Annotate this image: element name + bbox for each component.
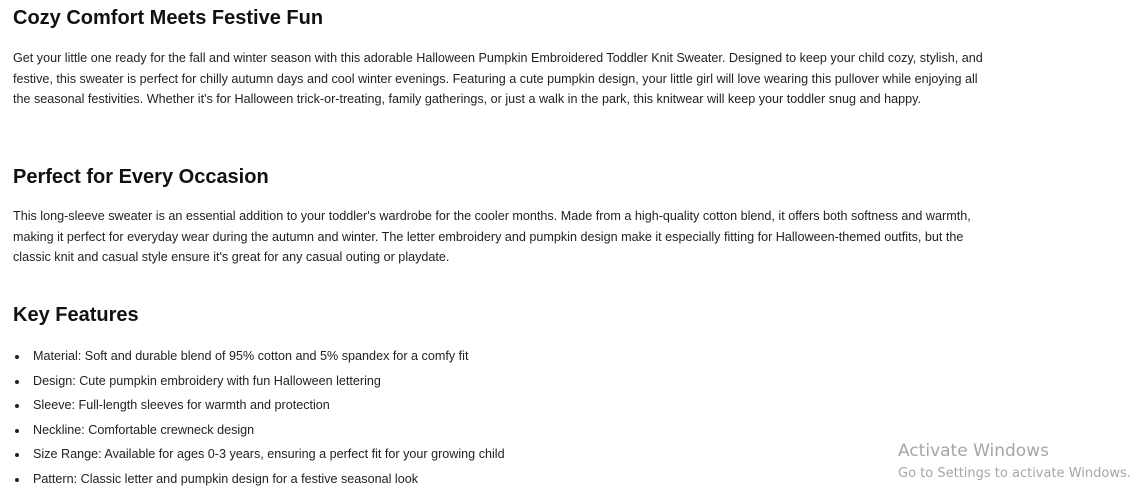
activate-windows-watermark bbox=[898, 440, 1131, 484]
section-heading-key-features: Key Features bbox=[13, 304, 139, 326]
section-paragraph-every-occasion: This long-sleeve sweater is an essential addition to your toddler's wardrobe for the cooler months. Made from a high-quality cotton blend, it offers both softness and warmth, making it perfect for everyday wear during the autumn and winter. The letter embroidery and pumpkin design make it especially fitting for Halloween-themed outfits, but the classic knit and casual style ensure it's great for any casual outing or playdate. bbox=[13, 209, 971, 264]
section-heading-cozy-comfort: Cozy Comfort Meets Festive Fun bbox=[13, 7, 324, 29]
watermark-title: Activate Windows bbox=[898, 441, 1049, 461]
key-features-list bbox=[13, 344, 505, 491]
section-heading-every-occasion: Perfect for Every Occasion bbox=[13, 166, 269, 188]
list-item: Design: Cute pumpkin embroidery with fun Halloween lettering bbox=[13, 369, 505, 394]
list-item: Material: Soft and durable blend of 95% cotton and 5% spandex for a comfy fit bbox=[13, 344, 505, 369]
watermark-subtitle: Go to Settings to activate Windows. bbox=[898, 466, 1131, 481]
section-paragraph-cozy-comfort: Get your little one ready for the fall and winter season with this adorable Halloween Pumpkin Embroidered Toddler Knit Sweater. Designed to keep your child cozy, stylish, and festive, this sweater is perfect for chilly autumn days and cool winter evenings. Featuring a cute pumpkin design, your little girl will love wearing this pullover while enjoying all the seasonal festivities. Whether it's for Halloween trick-or-treating, family gatherings, or just a walk in the park, this knitwear will keep your toddler snug and happy. bbox=[13, 51, 983, 106]
list-item: Sleeve: Full-length sleeves for warmth and protection bbox=[13, 393, 505, 418]
list-item: Size Range: Available for ages 0-3 years, ensuring a perfect fit for your growing child bbox=[13, 442, 505, 467]
list-item: Pattern: Classic letter and pumpkin design for a festive seasonal look bbox=[13, 467, 505, 492]
list-item: Neckline: Comfortable crewneck design bbox=[13, 418, 505, 443]
